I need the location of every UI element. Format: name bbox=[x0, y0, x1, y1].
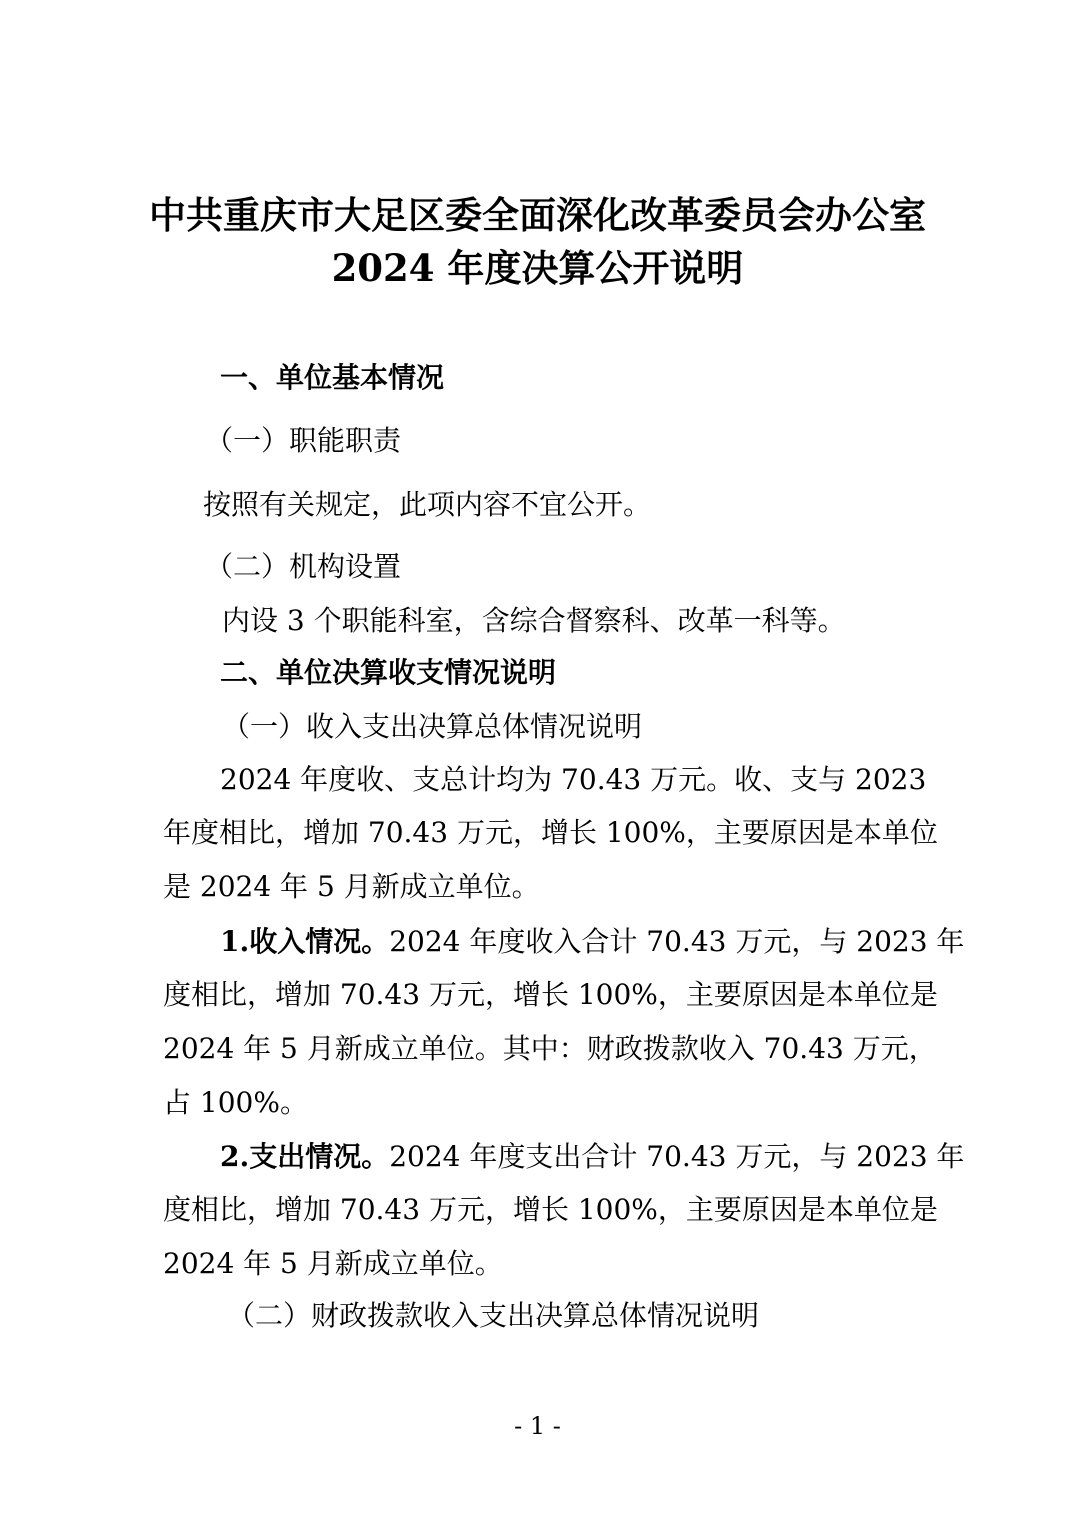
section-2-heading: 二、单位决算收支情况说明 bbox=[220, 656, 557, 689]
paragraph-1-line-3: 是 2024 年 5 月新成立单位。 bbox=[163, 870, 540, 903]
paragraph-1-line-1: 2024 年度收、支总计均为 70.43 万元。收、支与 2023 bbox=[220, 763, 927, 796]
document-title-line-2: 2024 年度决算公开说明 bbox=[331, 246, 744, 290]
paragraph-2-line-2: 度相比，增加 70.43 万元，增长 100%，主要原因是本单位是 bbox=[163, 978, 938, 1011]
section-1-heading: 一、单位基本情况 bbox=[220, 361, 445, 394]
expense-label: 2.支出情况。 bbox=[220, 1140, 390, 1173]
section-1-subheading-1: （一）职能职责 bbox=[205, 424, 402, 457]
paragraph-3-line-2: 度相比，增加 70.43 万元，增长 100%，主要原因是本单位是 bbox=[163, 1193, 938, 1226]
section-1-sub-2-text: 内设 3 个职能科室，含综合督察科、改革一科等。 bbox=[222, 604, 846, 637]
section-2-subheading-1: （一）收入支出决算总体情况说明 bbox=[222, 710, 643, 743]
page-number: - 1 - bbox=[514, 1412, 561, 1440]
paragraph-2-line-1 bbox=[220, 924, 965, 960]
paragraph-3-line-1 bbox=[220, 1139, 965, 1175]
section-1-sub-1-text: 按照有关规定，此项内容不宜公开。 bbox=[203, 488, 652, 521]
paragraph-3-line-1-text: 2024 年度支出合计 70.43 万元，与 2023 年 bbox=[389, 1140, 965, 1173]
section-1-subheading-2: （二）机构设置 bbox=[205, 550, 402, 583]
document-title-line-1: 中共重庆市大足区委全面深化改革委员会办公室 bbox=[149, 193, 926, 237]
paragraph-2-line-3: 2024 年 5 月新成立单位。其中：财政拨款收入 70.43 万元， bbox=[163, 1032, 937, 1065]
income-label: 1.收入情况。 bbox=[220, 925, 390, 958]
paragraph-1-line-2: 年度相比，增加 70.43 万元，增长 100%，主要原因是本单位 bbox=[163, 816, 938, 849]
paragraph-2-line-1-text: 2024 年度收入合计 70.43 万元，与 2023 年 bbox=[389, 925, 965, 958]
paragraph-3-line-3: 2024 年 5 月新成立单位。 bbox=[163, 1247, 503, 1280]
paragraph-2-line-4: 占 100%。 bbox=[163, 1086, 308, 1119]
section-2-subheading-2: （二）财政拨款收入支出决算总体情况说明 bbox=[227, 1299, 760, 1332]
